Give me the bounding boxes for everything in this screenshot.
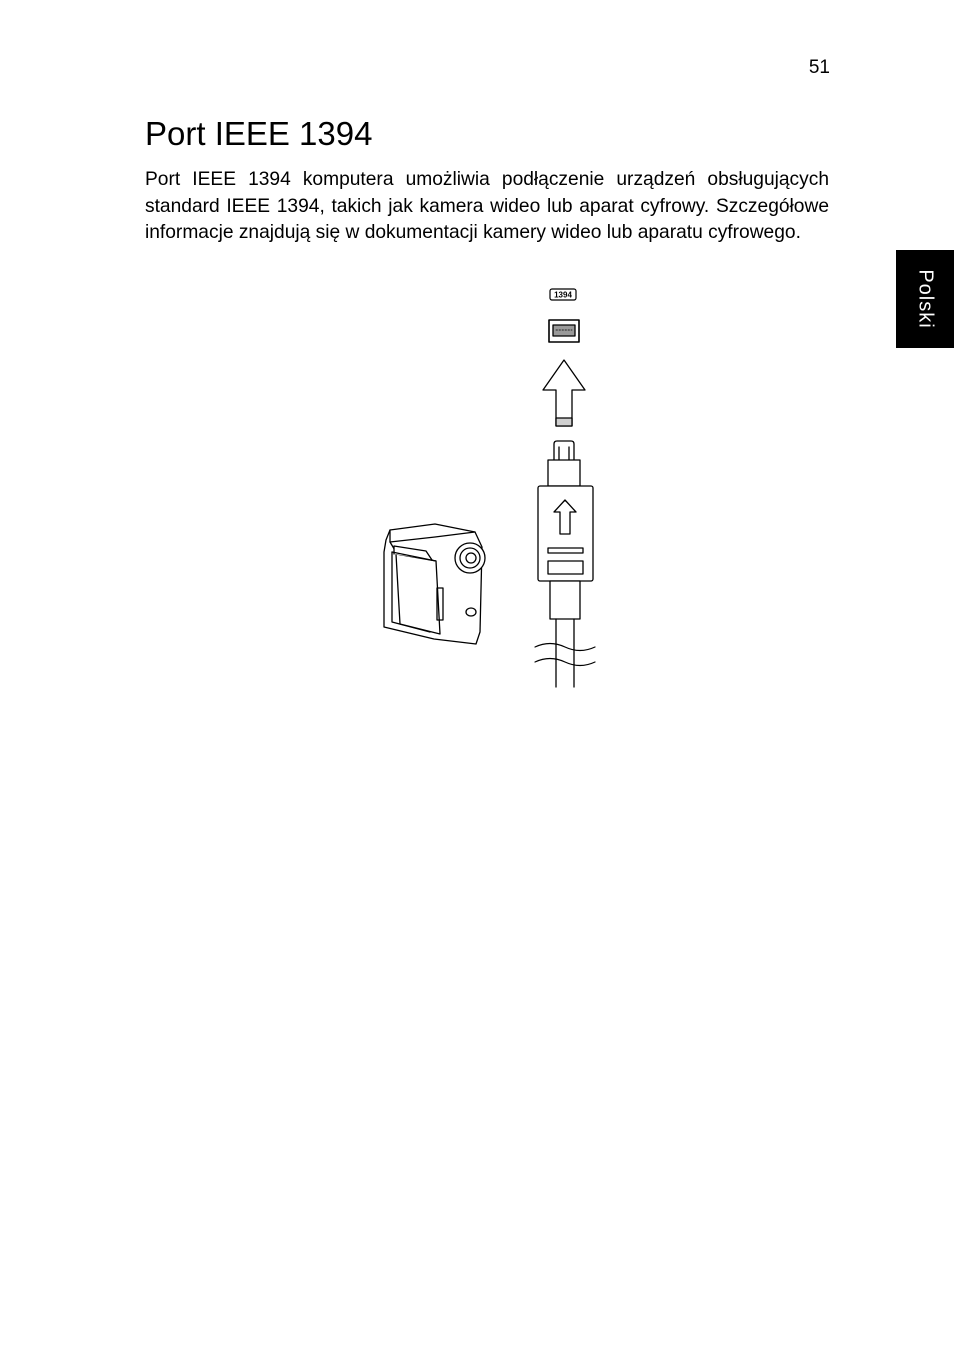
page-title: Port IEEE 1394 <box>145 115 373 152</box>
port-label-badge <box>550 289 576 300</box>
language-tab <box>896 250 954 348</box>
ieee1394-connection-diagram <box>370 282 610 692</box>
insert-arrow-icon <box>543 360 585 426</box>
video-camera-icon <box>384 524 485 644</box>
language-tab-label: Polski <box>914 269 937 329</box>
body-paragraph: Port IEEE 1394 komputera umożliwia podłączenie urządzeń obsługujących standard IEEE 1394, takich jak kamera wideo lub aparat cyfrowy. Szczegółowe informacje znajdują się w dokumentacji kamery wideo lub aparatu cyfrowego. <box>145 169 829 243</box>
page-number: 51 <box>808 57 830 78</box>
ieee1394-plug-icon <box>535 441 595 687</box>
port-label: 1394 <box>554 290 572 300</box>
ieee1394-port-icon <box>549 320 579 342</box>
